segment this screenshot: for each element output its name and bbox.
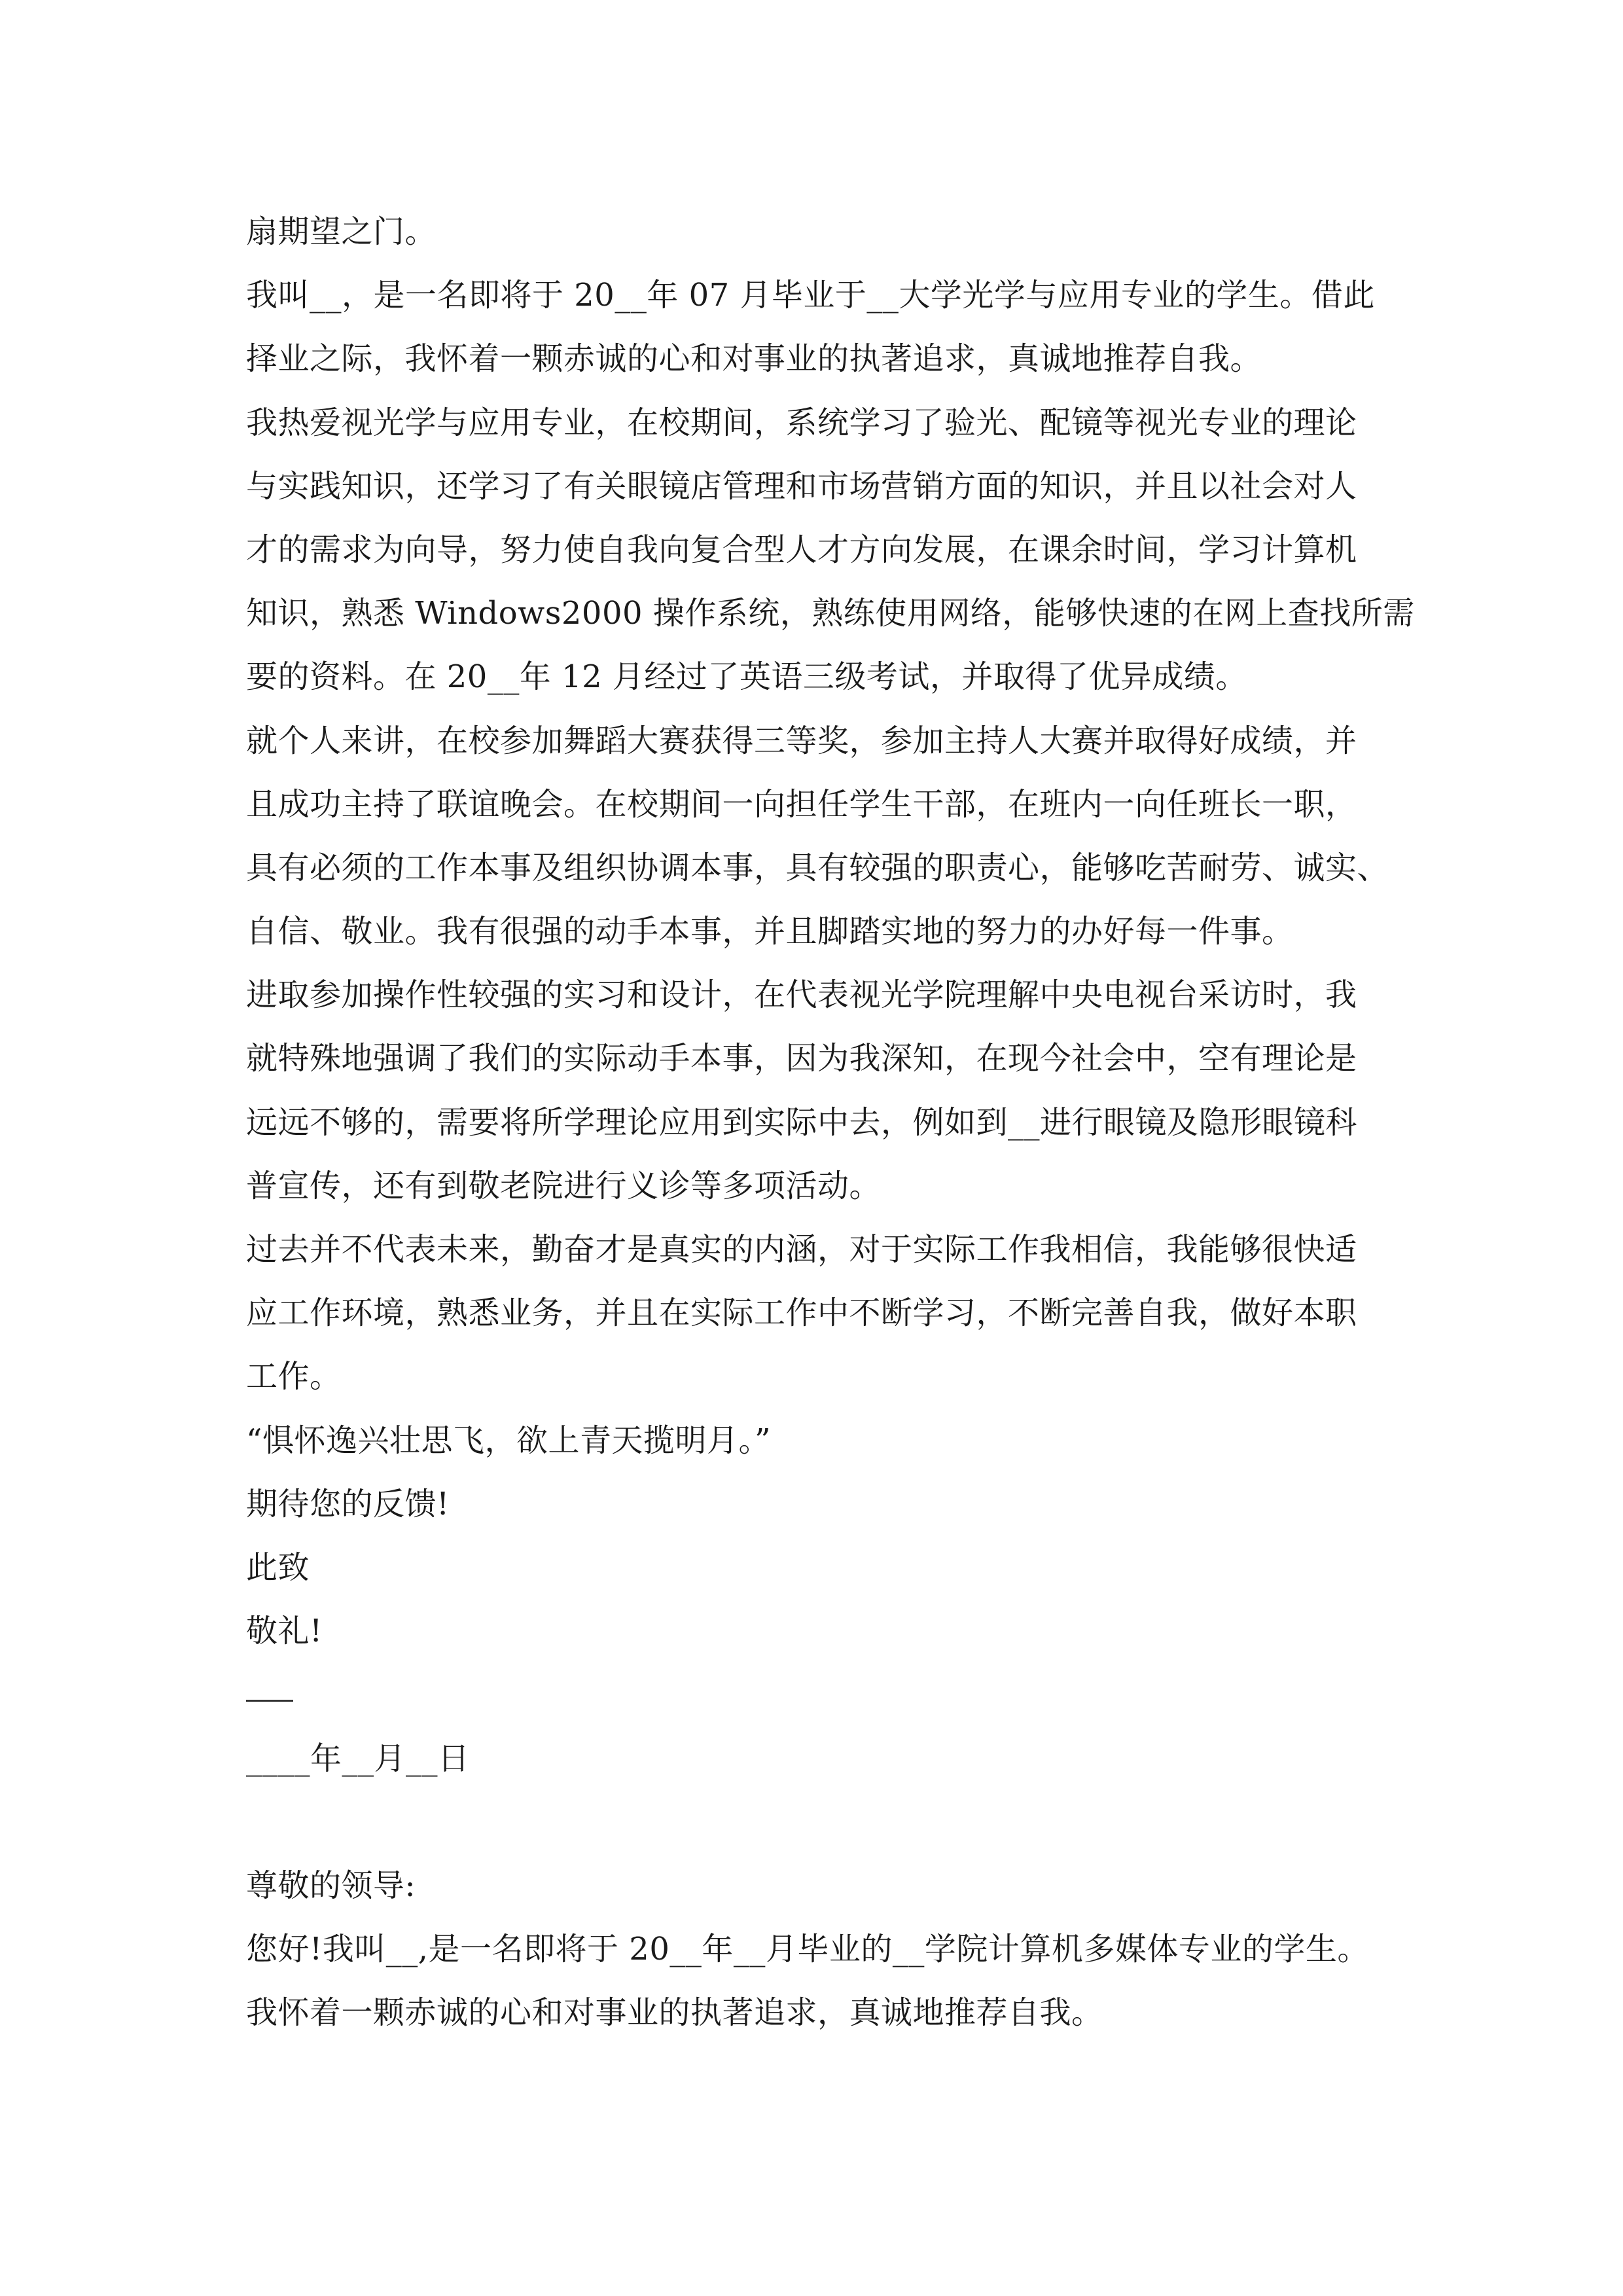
text-line: 我叫__，是一名即将于 20__年 07 月毕业于__大学光学与应用专业的学生。借此 bbox=[246, 277, 1375, 314]
spacer bbox=[246, 1791, 1385, 1854]
text-line: 择业之际，我怀着一颗赤诚的心和对事业的执著追求，真诚地推荐自我。 bbox=[246, 340, 1262, 378]
text-line: 我热爱视光学与应用专业，在校期间，系统学习了验光、配镜等视光专业的理论 bbox=[246, 404, 1357, 441]
text-line: 远远不够的，需要将所学理论应用到实际中去，例如到__进行眼镜及隐形眼镜科 bbox=[246, 1103, 1358, 1141]
quote-line: “惧怀逸兴壮思飞，欲上青天揽明月。” bbox=[246, 1422, 772, 1459]
letter-body bbox=[246, 200, 1415, 2045]
text-line: 才的需求为向导，努力使自我向复合型人才方向发展，在课余时间，学习计算机 bbox=[246, 531, 1357, 568]
text-line: 自信、敬业。我有很强的动手本事，并且脚踏实地的努力的办好每一件事。 bbox=[246, 913, 1294, 950]
text-line: 就特殊地强调了我们的实际动手本事，因为我深知，在现今社会中，空有理论是 bbox=[246, 1040, 1357, 1077]
salutation-line: 此致 bbox=[246, 1549, 310, 1586]
text-line: 具有必须的工作本事及组织协调本事，具有较强的职责心，能够吃苦耐劳、诚实、 bbox=[246, 849, 1389, 886]
salutation-line: 敬礼! bbox=[246, 1613, 323, 1650]
text-line: 与实践知识，还学习了有关眼镜店管理和市场营销方面的知识，并且以社会对人 bbox=[246, 467, 1357, 505]
text-line: 且成功主持了联谊晚会。在校期间一向担任学生干部，在班内一向任班长一职， bbox=[246, 785, 1357, 823]
text-line: 知识，熟悉 Windows2000 操作系统，熟练使用网络，能够快速的在网上查找所需 bbox=[246, 595, 1415, 632]
text-line: 应工作环境，熟悉业务，并且在实际工作中不断学习，不断完善自我，做好本职 bbox=[246, 1295, 1357, 1332]
text-line: 过去并不代表未来，勤奋才是真实的内涵，对于实际工作我相信，我能够很快适 bbox=[246, 1231, 1357, 1268]
date-line: ____年__月__日 bbox=[246, 1740, 470, 1777]
greeting-line: 尊敬的领导: bbox=[246, 1867, 416, 1904]
text-line: 我怀着一颗赤诚的心和对事业的执著追求，真诚地推荐自我。 bbox=[246, 1994, 1103, 2032]
text-line: 普宣传，还有到敬老院进行义诊等多项活动。 bbox=[246, 1167, 882, 1204]
text-line: 要的资料。在 20__年 12 月经过了英语三级考试，并取得了优异成绩。 bbox=[246, 658, 1247, 696]
text-line: 扇期望之门。 bbox=[246, 213, 437, 250]
text-line: 工作。 bbox=[246, 1358, 342, 1395]
closing-line: 期待您的反馈! bbox=[246, 1485, 450, 1522]
text-line: 就个人来讲，在校参加舞蹈大赛获得三等奖，参加主持人大赛并取得好成绩，并 bbox=[246, 722, 1357, 759]
signature-blank bbox=[246, 1663, 1385, 1727]
text-line: 进取参加操作性较强的实习和设计，在代表视光学院理解中央电视台采访时，我 bbox=[246, 977, 1357, 1014]
text-line: 您好!我叫__,是一名即将于 20__年__月毕业的__学院计算机多媒体专业的学生。 bbox=[246, 1931, 1369, 1968]
